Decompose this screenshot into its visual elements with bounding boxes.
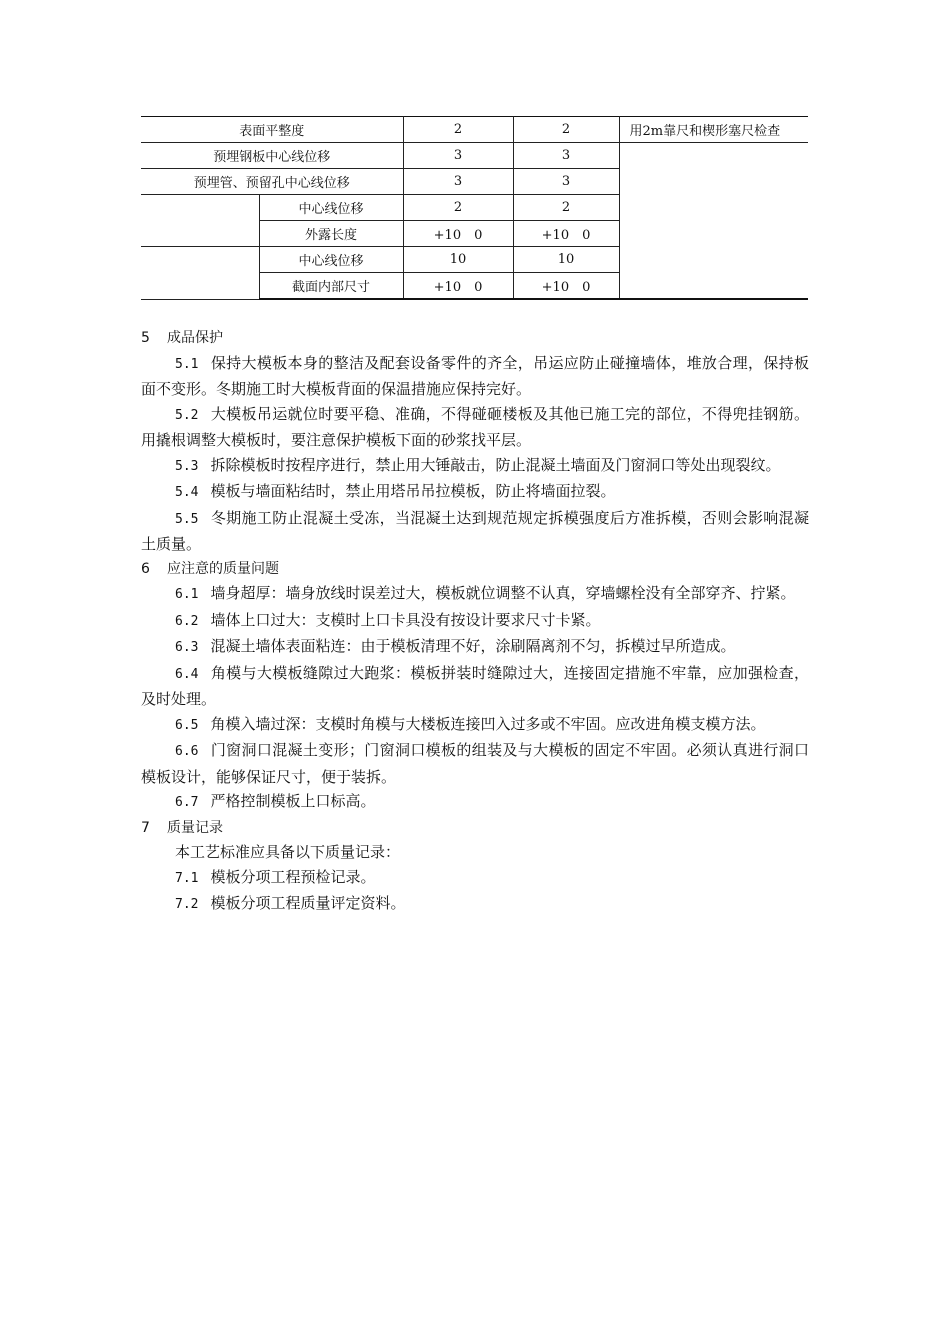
section-heading [141, 326, 809, 351]
value-cell: 3 [403, 143, 513, 169]
clause-text: 大模板吊运就位时要平稳、准确，不得碰砸楼板及其他已施工完的部位，不得兜挂钢筋。用撬根调整大模板时，要注意保护模板下面的砂浆找平层。 [141, 404, 809, 449]
value-cell: 10 [513, 247, 619, 273]
value-cell: 3 [403, 169, 513, 195]
row-label: 预埋管、预留孔中心线位移 [141, 169, 403, 195]
value-cell: 2 [403, 195, 513, 221]
value-cell: +10 0 [513, 273, 619, 300]
paragraph [141, 738, 809, 789]
paragraph [141, 402, 809, 453]
clause-text: 角模与大模板缝隙过大跑浆：模板拼装时缝隙过大，连接固定措施不牢靠，应加强检查，及时处理。 [141, 663, 809, 708]
clause-number: 6.4 [175, 666, 199, 682]
row-label: 预埋钢板中心线位移 [141, 143, 403, 169]
value-cell: 10 [403, 247, 513, 273]
clause-text: 混凝土墙体表面粘连：由于模板清理不好，涂刷隔离剂不匀，拆模过早所造成。 [210, 637, 736, 655]
clause-text: 模板与墙面粘结时，禁止用塔吊吊拉模板，防止将墙面拉裂。 [210, 482, 616, 500]
clause-text: 角模入墙过深：支模时角模与大楼板连接凹入过多或不牢固。应改进角模支模方法。 [210, 714, 766, 733]
clause-number: 5.1 [175, 356, 199, 372]
section-number: 6 [141, 560, 150, 577]
clause-number: 6.6 [175, 744, 199, 759]
section-number: 5 [141, 330, 150, 346]
clause-number: 6.1 [175, 587, 199, 602]
value-cell: +10 0 [403, 221, 513, 247]
paragraph [141, 661, 809, 712]
sub-label: 截面内部尺寸 [259, 273, 403, 300]
clause-number: 5.3 [175, 458, 199, 474]
row-label: 表面平整度 [141, 117, 403, 143]
tolerance-table [141, 116, 808, 300]
clause-text: 冬期施工防止混凝土受冻，当混凝土达到规范规定拆模强度后方准拆模，否则会影响混凝土质量。 [141, 508, 809, 553]
paragraph [141, 865, 809, 892]
clause-number: 6.7 [175, 795, 199, 810]
clause-number: 5.2 [175, 407, 199, 423]
paragraph [141, 634, 809, 661]
clause-number: 5.5 [175, 511, 199, 527]
section-title: 质量记录 [167, 819, 223, 836]
clause-text: 墙体上口过大：支模时上口卡具没有按设计要求尺寸卡紧。 [210, 610, 601, 629]
paragraph [141, 789, 809, 816]
section-heading [141, 816, 809, 841]
section-heading [141, 557, 809, 582]
clause-number: 6.2 [175, 613, 199, 629]
inspection-method-empty [619, 143, 808, 300]
value-cell: 3 [513, 169, 619, 195]
document-body [141, 326, 809, 918]
paragraph [141, 479, 809, 506]
sub-label: 中心线位移 [259, 247, 403, 273]
value-cell: +10 0 [403, 273, 513, 300]
clause-number: 6.5 [175, 717, 199, 733]
value-cell: 3 [513, 143, 619, 169]
clause-text: 严格控制模板上口标高。 [210, 792, 376, 810]
group-label-empty [141, 195, 259, 247]
sub-label: 外露长度 [259, 221, 403, 247]
section-title: 成品保护 [167, 330, 223, 346]
paragraph [141, 453, 809, 480]
value-cell: 2 [403, 117, 513, 143]
paragraph [141, 712, 809, 739]
paragraph [141, 581, 809, 608]
value-cell: 2 [513, 195, 619, 221]
section-number: 7 [141, 819, 150, 836]
paragraph [141, 891, 809, 918]
table-row [141, 143, 808, 169]
value-cell: 2 [513, 117, 619, 143]
clause-number: 6.3 [175, 640, 199, 655]
clause-text: 拆除模板时按程序进行，禁止用大锤敲击，防止混凝土墙面及门窗洞口等处出现裂纹。 [210, 455, 781, 474]
table-row [141, 117, 808, 143]
clause-text: 保持大模板本身的整洁及配套设备零件的齐全，吊运应防止碰撞墙体，堆放合理，保持板面不变形。冬期施工时大模板背面的保温措施应保持完好。 [141, 353, 809, 398]
clause-text: 模板分项工程质量评定资料。 [210, 894, 406, 912]
section-title: 应注意的质量问题 [167, 560, 279, 577]
clause-text: 模板分项工程预检记录。 [210, 867, 376, 886]
clause-number: 7.1 [175, 870, 199, 886]
group-label-empty [141, 247, 259, 300]
paragraph [141, 608, 809, 635]
sub-label: 中心线位移 [259, 195, 403, 221]
paragraph [141, 506, 809, 557]
clause-text: 墙身超厚：墙身放线时误差过大，模板就位调整不认真，穿墙螺栓没有全部穿齐、拧紧。 [210, 584, 796, 602]
clause-number: 7.2 [175, 897, 199, 912]
clause-number: 5.4 [175, 485, 199, 500]
paragraph [141, 351, 809, 402]
inspection-method: 用2m靠尺和楔形塞尺检查 [619, 117, 808, 143]
intro-paragraph: 本工艺标准应具备以下质量记录： [175, 843, 401, 861]
clause-text: 门窗洞口混凝土变形；门窗洞口模板的组装及与大模板的固定不牢固。必须认真进行洞口模板设计，能够保证尺寸，便于装拆。 [141, 741, 809, 786]
value-cell: +10 0 [513, 221, 619, 247]
